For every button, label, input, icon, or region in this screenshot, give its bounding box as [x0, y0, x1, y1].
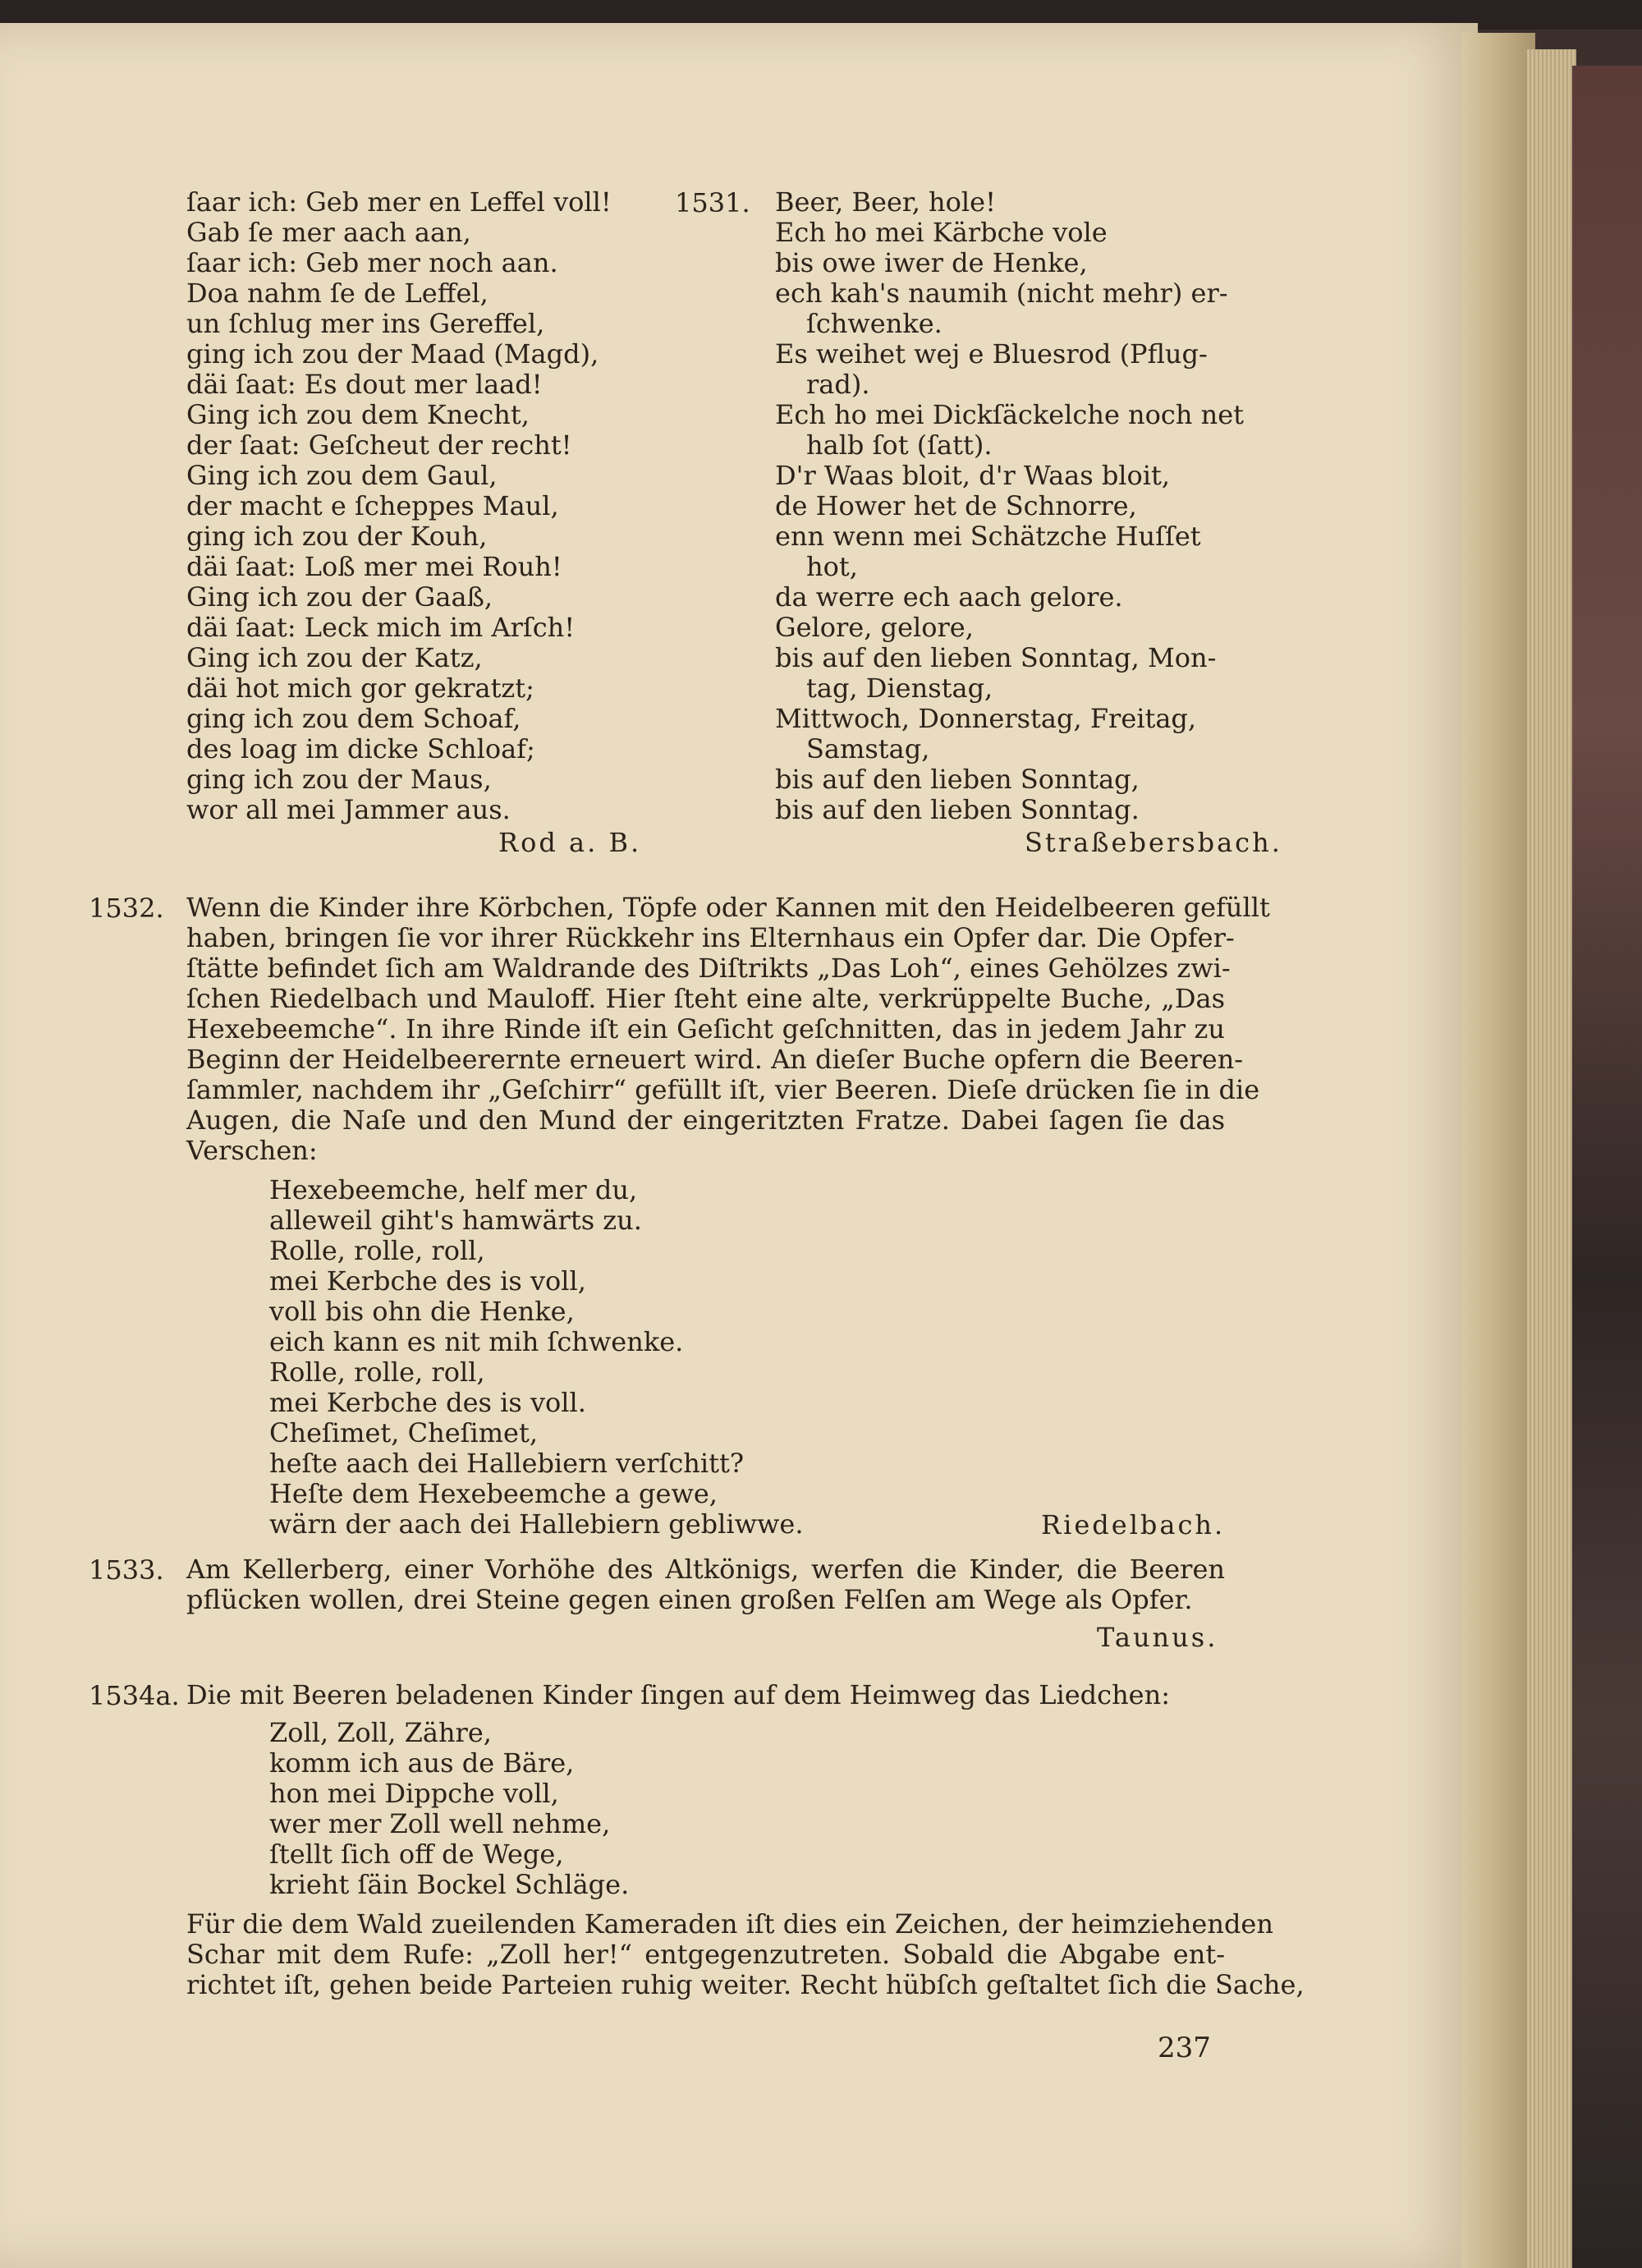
paragraph-line: Wenn die Kinder ihre Körbchen, Töpfe oder Kannen mit den Heidelbeeren gefüllt [186, 892, 1270, 923]
poem-line: Samstag, [806, 733, 930, 764]
poem-line: bis auf den lieben Sonntag, Mon- [775, 642, 1217, 673]
entry-1532-source: Riedelbach. [1041, 1509, 1226, 1540]
verse-line: mei Kerbche des is voll, [269, 1265, 586, 1297]
poem-line: Ging ich zou dem Gaul, [186, 460, 498, 491]
left-column-poem [186, 187, 646, 825]
book-cover [1572, 66, 1642, 2268]
poem-line: der macht e ſcheppes Maul, [186, 490, 559, 521]
verse-line: Heſte dem Hexebeemche a gewe, [269, 1478, 718, 1509]
paragraph-line: Beginn der Heidelbeerernte erneuert wird. An dieſer Buche opfern die Beeren- [186, 1044, 1244, 1075]
verse-line: eich kann es nit mih ſchwenke. [269, 1326, 684, 1357]
page-gutter [1461, 33, 1535, 2268]
poem-line: D'r Waas bloit, d'r Waas bloit, [775, 460, 1171, 491]
paragraph-line: pflücken wollen, drei Steine gegen einen großen Felſen am Wege als Opfer. [186, 1584, 1193, 1615]
poem-line: bis auf den lieben Sonntag. [775, 794, 1140, 825]
paragraph-line: richtet iſt, gehen beide Parteien ruhig weiter. Recht hübſch geſtaltet ſich die Sache, [186, 1969, 1305, 2000]
poem-line: däi hot mich gor gekratzt; [186, 673, 534, 704]
paragraph-line: Für die dem Wald zueilenden Kameraden iſt dies ein Zeichen, der heimziehenden [186, 1908, 1273, 1940]
paragraph-line: Am Kellerberg, einer Vorhöhe des Altkönigs, werfen die Kinder, die Beeren [186, 1554, 1225, 1585]
paragraph-line: Augen, die Naſe und den Mund der eingeritzten Fratze. Dabei ſagen ſie das [186, 1104, 1225, 1136]
poem-line: ging ich zou der Kouh, [186, 521, 488, 552]
poem-line: ging ich zou dem Schoaf, [186, 703, 521, 734]
poem-line: tag, Dienstag, [806, 673, 993, 704]
verse-line: hon mei Dippche voll, [269, 1778, 559, 1809]
poem-line: Es weihet wej e Bluesrod (Pflug- [775, 338, 1208, 370]
poem-line: Gab ſe mer aach aan, [186, 217, 471, 248]
paragraph-line: ſtätte befindet ſich am Waldrande des Diſtrikts „Das Loh“, eines Gehölzes zwi- [186, 953, 1231, 984]
poem-line: Ging ich zou der Katz, [186, 642, 483, 673]
poem-line: ging ich zou der Maus, [186, 764, 492, 795]
poem-line: bis owe iwer de Henke, [775, 247, 1088, 278]
poem-line: Beer, Beer, hole! [775, 186, 996, 218]
paragraph-line: Hexebeemche“. In ihre Rinde iſt ein Geſicht geſchnitten, das in jedem Jahr zu [186, 1013, 1225, 1044]
paragraph-line: haben, bringen ſie vor ihrer Rückkehr ins Elternhaus ein Opfer dar. Die Opfer- [186, 922, 1235, 953]
poem-line: de Hower het de Schnorre, [775, 490, 1137, 521]
verse-line: mei Kerbche des is voll. [269, 1387, 586, 1418]
poem-line: ech kah's naumih (nicht mehr) er- [775, 278, 1228, 309]
verse-line: Hexebeemche, helf mer du, [269, 1174, 638, 1205]
entry-1534a-verse [269, 1718, 1008, 1900]
entry-1533-text [186, 1554, 1225, 1615]
poem-line: ſchwenke. [806, 308, 943, 339]
page-number: 237 [1158, 2032, 1211, 2064]
paragraph-line: ſchen Riedelbach und Mauloff. Hier ſteht eine alte, verkrüppelte Buche, „Das [186, 983, 1225, 1014]
entry-1532-text [186, 892, 1270, 1166]
poem-line: ſaar ich: Geb mer en Leffel voll! [186, 186, 612, 218]
entry-number-1533: 1533. [89, 1554, 164, 1586]
entry-1534a-text [186, 1908, 1305, 2000]
poem-line: däi ſaat: Loß mer mei Rouh! [186, 551, 562, 582]
entry-number-1531: 1531. [675, 187, 750, 218]
right-source: Straßebersbach. [1025, 827, 1282, 858]
entry-1533-source: Taunus. [1097, 1622, 1218, 1653]
poem-line: Mittwoch, Donnerstag, Freitag, [775, 703, 1197, 734]
poem-line: wor all mei Jammer aus. [186, 794, 511, 825]
entry-1534a-intro: Die mit Beeren beladenen Kinder ſingen auf dem Heimweg das Liedchen: [186, 1679, 1170, 1710]
verse-line: krieht ſäin Bockel Schläge. [269, 1869, 630, 1900]
poem-line: ging ich zou der Maad (Magd), [186, 338, 599, 370]
page-edges [1527, 49, 1576, 2268]
poem-line: hot, [806, 551, 858, 582]
poem-line: däi ſaat: Es dout mer laad! [186, 369, 543, 400]
verse-line: Zoll, Zoll, Zähre, [269, 1717, 492, 1748]
poem-line: enn wenn mei Schätzche Huſſet [775, 521, 1201, 552]
verse-line: Cheſimet, Cheſimet, [269, 1417, 539, 1448]
poem-line: der ſaat: Geſcheut der recht! [186, 429, 572, 461]
left-source: Rod a. B. [498, 827, 642, 858]
right-column-poem [775, 186, 1245, 825]
poem-line: halb ſot (ſatt). [806, 429, 993, 461]
entry-1532-verse [269, 1175, 1008, 1540]
poem-line: Doa nahm ſe de Leffel, [186, 278, 488, 309]
entry-number-1534a: 1534a. [89, 1680, 180, 1711]
verse-line: wer mer Zoll well nehme, [269, 1808, 611, 1839]
verse-line: heſte aach dei Hallebiern verſchitt? [269, 1448, 744, 1479]
verse-line: ſtellt ſich off de Wege, [269, 1839, 564, 1870]
poem-line: un ſchlug mer ins Gereffel, [186, 308, 545, 339]
poem-line: rad). [806, 369, 870, 400]
verse-line: Rolle, rolle, roll, [269, 1235, 485, 1266]
verse-line: alleweil giht's hamwärts zu. [269, 1205, 642, 1236]
verse-line: komm ich aus de Bäre, [269, 1747, 575, 1779]
verse-line: Rolle, rolle, roll, [269, 1357, 485, 1388]
paragraph-line: Verschen: [186, 1135, 318, 1166]
paragraph-line: ſammler, nachdem ihr „Geſchirr“ gefüllt iſt, vier Beeren. Dieſe drücken ſie in die [186, 1074, 1260, 1105]
paragraph-line: Schar mit dem Rufe: „Zoll her!“ entgegenzutreten. Sobald die Abgabe ent- [186, 1939, 1225, 1970]
entry-number-1532: 1532. [89, 893, 164, 924]
poem-line: Ech ho mei Dickſäckelche noch net [775, 399, 1245, 430]
poem-line: däi ſaat: Leck mich im Arſch! [186, 612, 576, 643]
verse-line: voll bis ohn die Henke, [269, 1296, 575, 1327]
poem-line: da werre ech aach gelore. [775, 581, 1123, 613]
poem-line: Ech ho mei Kärbche vole [775, 217, 1108, 248]
verse-line: wärn der aach dei Hallebiern gebliwwe. [269, 1508, 804, 1540]
poem-line: Ging ich zou dem Knecht, [186, 399, 530, 430]
poem-line: des loag im dicke Schloaf; [186, 733, 535, 764]
poem-line: bis auf den lieben Sonntag, [775, 764, 1140, 795]
poem-line: ſaar ich: Geb mer noch aan. [186, 247, 558, 278]
poem-line: Ging ich zou der Gaaß, [186, 581, 493, 613]
poem-line: Gelore, gelore, [775, 612, 974, 643]
